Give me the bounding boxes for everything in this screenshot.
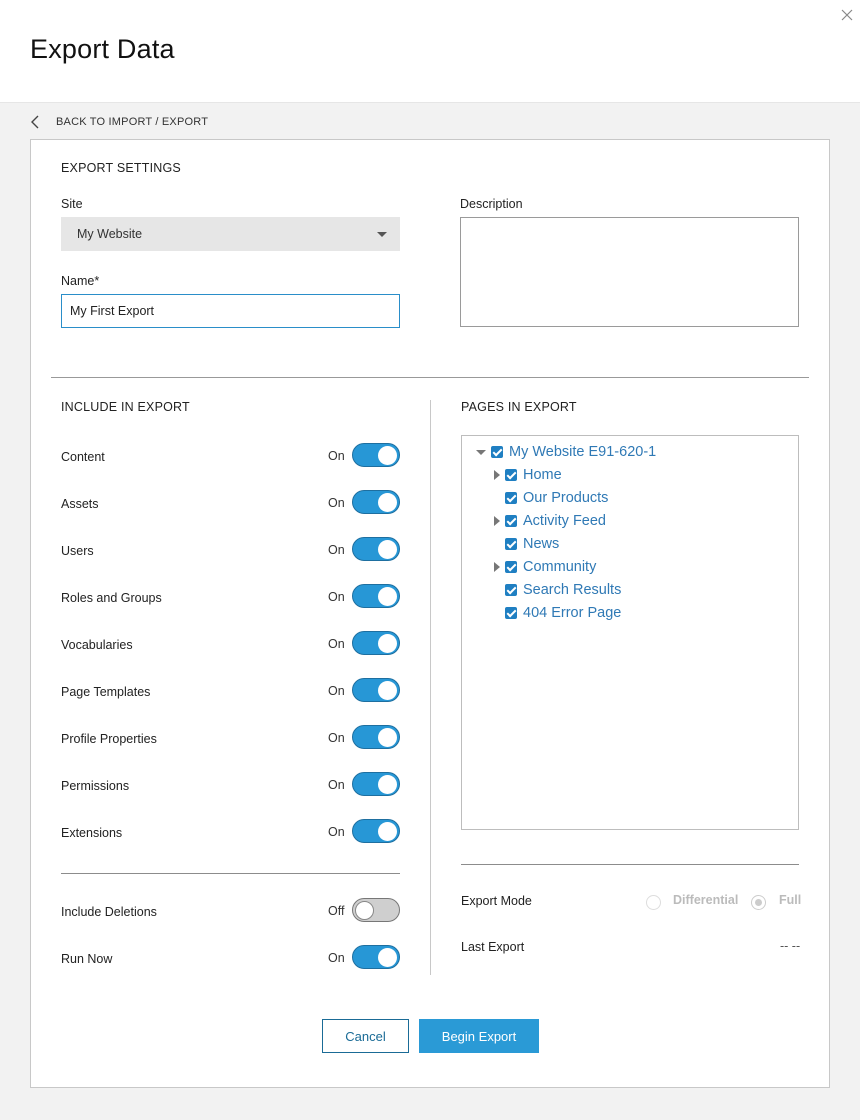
include-row-label: Vocabularies	[61, 638, 133, 652]
export-panel	[30, 139, 830, 1088]
caret-down-icon[interactable]	[476, 447, 486, 457]
toggle-knob	[378, 775, 397, 794]
tree-node-label[interactable]: Community	[523, 559, 597, 575]
toggle-knob	[378, 681, 397, 700]
toggle-state: On	[328, 684, 345, 698]
users-toggle[interactable]	[352, 537, 400, 561]
run-now-toggle[interactable]	[352, 945, 400, 969]
toggle-state: On	[328, 825, 345, 839]
include-row-label: Users	[61, 544, 94, 558]
tree-node-label[interactable]: Activity Feed	[523, 513, 606, 529]
include-row-label: Page Templates	[61, 685, 151, 699]
include-row-deletions	[61, 898, 400, 924]
include-row-vocabularies	[61, 631, 400, 657]
column-divider	[430, 400, 431, 975]
caret-right-icon[interactable]	[493, 562, 501, 572]
dialog-header	[0, 0, 860, 103]
chevron-left-icon	[30, 115, 40, 129]
pages-title: PAGES IN EXPORT	[461, 400, 577, 414]
include-row-profile-properties	[61, 725, 400, 751]
toggle-state: On	[328, 731, 345, 745]
toggle-state: On	[328, 543, 345, 557]
toggle-state: On	[328, 590, 345, 604]
toggle-knob	[378, 446, 397, 465]
differential-radio-label: Differential	[673, 893, 739, 907]
description-label: Description	[460, 197, 523, 211]
include-row-label: Permissions	[61, 779, 130, 793]
content-toggle[interactable]	[352, 443, 400, 467]
permissions-toggle[interactable]	[352, 772, 400, 796]
tree-node	[505, 535, 559, 553]
checkbox[interactable]	[505, 538, 517, 550]
toggle-state: On	[328, 637, 345, 651]
toggle-state: On	[328, 496, 345, 510]
extensions-toggle[interactable]	[352, 819, 400, 843]
tree-node-label[interactable]: Our Products	[523, 490, 609, 506]
section-divider	[51, 377, 809, 378]
full-radio[interactable]	[751, 895, 766, 910]
toggle-knob	[355, 901, 374, 920]
last-export-value: -- --	[780, 939, 801, 953]
site-select[interactable]	[61, 217, 400, 251]
tree-node	[505, 581, 621, 599]
include-row-run-now	[61, 945, 400, 971]
site-label: Site	[61, 197, 83, 211]
tree-node	[493, 512, 606, 530]
include-title: INCLUDE IN EXPORT	[61, 400, 190, 414]
vocabularies-toggle[interactable]	[352, 631, 400, 655]
include-row-label: Content	[61, 450, 105, 464]
checkbox[interactable]	[505, 515, 517, 527]
toggle-knob	[378, 587, 397, 606]
back-link-label: BACK TO IMPORT / EXPORT	[56, 116, 209, 128]
full-radio-label: Full	[779, 893, 802, 907]
tree-node	[493, 558, 596, 576]
last-export-label: Last Export	[461, 940, 525, 954]
description-field[interactable]	[460, 217, 799, 327]
tree-node-label[interactable]: News	[523, 536, 560, 552]
toggle-state: On	[328, 778, 345, 792]
profile-properties-toggle[interactable]	[352, 725, 400, 749]
toggle-knob	[378, 540, 397, 559]
tree-node-label[interactable]: Search Results	[523, 582, 622, 598]
back-link[interactable]	[30, 113, 208, 131]
name-label: Name*	[61, 274, 100, 288]
begin-export-button[interactable]: Begin Export	[419, 1019, 539, 1053]
assets-toggle[interactable]	[352, 490, 400, 514]
include-row-label: Roles and Groups	[61, 591, 162, 605]
pages-divider	[461, 864, 799, 865]
name-input[interactable]	[61, 294, 400, 328]
include-row-page-templates	[61, 678, 400, 704]
include-row-label: Profile Properties	[61, 732, 157, 746]
include-row-label: Assets	[61, 497, 99, 511]
toggle-state: On	[328, 951, 345, 965]
checkbox[interactable]	[505, 561, 517, 573]
toggle-state: On	[328, 449, 345, 463]
caret-right-icon[interactable]	[493, 516, 501, 526]
caret-down-icon	[377, 232, 387, 237]
toggle-state: Off	[328, 904, 345, 918]
toggle-knob	[378, 822, 397, 841]
include-row-permissions	[61, 772, 400, 798]
tree-node-root	[476, 443, 656, 461]
tree-node	[505, 489, 608, 507]
roles-groups-toggle[interactable]	[352, 584, 400, 608]
differential-radio[interactable]	[646, 895, 661, 910]
tree-node-label[interactable]: Home	[523, 467, 562, 483]
include-row-roles	[61, 584, 400, 610]
cancel-button[interactable]: Cancel	[322, 1019, 409, 1053]
toggle-knob	[378, 493, 397, 512]
page-title: Export Data	[30, 34, 175, 64]
site-select-value: My Website	[77, 227, 143, 241]
pages-tree	[461, 435, 799, 830]
tree-node-label[interactable]: 404 Error Page	[523, 605, 622, 621]
include-row-extensions	[61, 819, 400, 845]
checkbox[interactable]	[505, 584, 517, 596]
caret-right-icon[interactable]	[493, 470, 501, 480]
include-row-users	[61, 537, 400, 563]
close-icon[interactable]	[840, 8, 854, 22]
tree-node	[493, 466, 562, 484]
toggle-knob	[378, 728, 397, 747]
include-row-label: Extensions	[61, 826, 123, 840]
include-row-content	[61, 443, 400, 469]
export-mode-label: Export Mode	[461, 894, 532, 908]
export-settings-title: EXPORT SETTINGS	[61, 161, 181, 175]
toggle-knob	[378, 634, 397, 653]
checkbox[interactable]	[505, 607, 517, 619]
include-row-label: Run Now	[61, 952, 113, 966]
include-deletions-toggle[interactable]	[352, 898, 400, 922]
checkbox[interactable]	[505, 492, 517, 504]
include-row-label: Include Deletions	[61, 905, 157, 919]
checkbox[interactable]	[491, 446, 503, 458]
tree-node	[505, 604, 621, 622]
include-row-assets	[61, 490, 400, 516]
toggle-knob	[378, 948, 397, 967]
include-divider	[61, 873, 400, 874]
checkbox[interactable]	[505, 469, 517, 481]
tree-node-label[interactable]: My Website E91-620-1	[509, 444, 657, 460]
page-templates-toggle[interactable]	[352, 678, 400, 702]
